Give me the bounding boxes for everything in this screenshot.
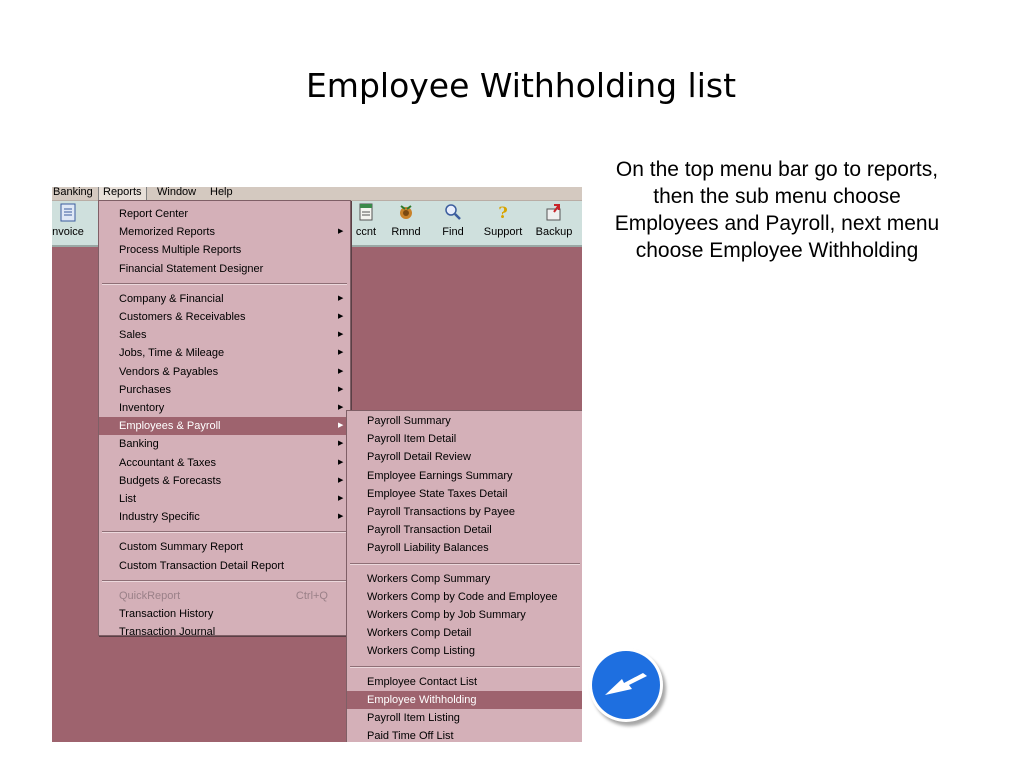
payroll-menu-item-payroll-item-detail[interactable] xyxy=(347,430,582,448)
reports-menu-item-report-center[interactable] xyxy=(99,205,350,223)
menu-item-label: Custom Transaction Detail Report xyxy=(119,559,285,572)
payroll-menu-item-workers-comp-summary[interactable] xyxy=(347,570,582,588)
reports-menu-item-transaction-journal[interactable] xyxy=(99,623,350,641)
menu-separator xyxy=(102,283,347,285)
reports-menu-item-financial-statement-designer[interactable] xyxy=(99,260,350,278)
payroll-menu-item-workers-comp-by-job-summary[interactable] xyxy=(347,606,582,624)
menu-item-label: Sales xyxy=(119,329,147,342)
menu-item-label: Payroll Transactions by Payee xyxy=(367,506,515,518)
menu-item-label: Workers Comp Detail xyxy=(367,627,472,640)
find-icon xyxy=(436,203,470,223)
submenu-arrow-icon: ▶ xyxy=(338,313,344,320)
menu-item-label: Banking xyxy=(119,438,159,451)
payroll-menu-item-workers-comp-listing[interactable] xyxy=(347,642,582,660)
payroll-menu-item-payroll-item-listing[interactable] xyxy=(347,709,582,727)
menu-item-label: Budgets & Forecasts xyxy=(119,474,222,487)
toolbar-find-label: Find xyxy=(442,226,464,238)
reports-menu xyxy=(98,200,351,639)
payroll-menu-item-payroll-detail-review[interactable] xyxy=(347,448,582,466)
toolbar-account-label: ccnt xyxy=(355,226,377,238)
menu-item-label: Purchases xyxy=(119,383,171,396)
submenu-arrow-icon: ▶ xyxy=(338,385,344,393)
menu-item-label: Employee Contact List xyxy=(367,675,478,688)
account-icon xyxy=(349,203,383,223)
reports-menu-item-custom-transaction-detail-report[interactable] xyxy=(99,557,350,575)
toolbar-invoice-button[interactable] xyxy=(52,203,88,239)
submenu-arrow-icon: ▶ xyxy=(338,495,344,502)
menu-item-label: Workers Comp by Code and Employee xyxy=(367,590,558,603)
menu-item-label: Employee Withholding xyxy=(367,693,477,706)
payroll-menu-item-workers-comp-by-code-and-employee[interactable] xyxy=(347,588,582,606)
reports-menu-item-quickreport xyxy=(99,587,350,605)
payroll-menu-item-employee-contact-list[interactable] xyxy=(347,673,582,691)
menu-item-label: Workers Comp Summary xyxy=(367,572,491,585)
toolbar-support-button[interactable] xyxy=(480,203,526,239)
reports-menu-item-industry-specific[interactable] xyxy=(99,508,350,526)
reminder-icon xyxy=(386,203,426,223)
payroll-menu-item-employee-state-taxes-detail[interactable] xyxy=(347,485,582,503)
menu-item-label: Payroll Transaction Detail xyxy=(367,524,492,537)
payroll-menu-item-paid-time-off-list[interactable] xyxy=(347,727,582,742)
menu-separator xyxy=(350,666,580,668)
instruction-text: On the top menu bar go to reports, then the sub menu choose Employees and Payroll, next menu choose Employee Withholding xyxy=(614,158,940,262)
reports-menu-item-sales[interactable] xyxy=(99,326,350,344)
reports-menu-item-budgets-and-forecasts[interactable] xyxy=(99,472,350,490)
menu-item-label: Vendors & Payables xyxy=(119,365,219,378)
submenu-arrow-icon: ▶ xyxy=(338,404,344,411)
toolbar-reminders-label: Rmnd xyxy=(391,226,421,238)
slide-title: Employee Withholding list xyxy=(305,66,737,105)
back-arrow-icon xyxy=(589,648,663,722)
menu-item-label: Payroll Summary xyxy=(367,415,451,427)
submenu-arrow-icon: ▶ xyxy=(338,458,344,466)
menu-item-label: Payroll Liability Balances xyxy=(367,542,489,555)
payroll-menu-item-payroll-transaction-detail[interactable] xyxy=(347,521,582,539)
toolbar-backup-button[interactable] xyxy=(532,203,576,239)
menu-item-label: Payroll Item Listing xyxy=(367,712,460,724)
menu-item-label: Report Center xyxy=(119,208,189,220)
reports-menu-item-inventory[interactable] xyxy=(99,399,350,417)
reports-menu-item-purchases[interactable] xyxy=(99,381,350,399)
reports-menu-item-accountant-and-taxes[interactable] xyxy=(99,454,350,472)
menu-item-label: Jobs, Time & Mileage xyxy=(119,347,225,360)
menu-item-label: Payroll Detail Review xyxy=(367,451,471,464)
reports-menu-item-banking[interactable] xyxy=(99,435,350,453)
menu-bar xyxy=(52,187,582,201)
menu-item-label: Company & Financial xyxy=(119,292,224,305)
payroll-menu-item-workers-comp-detail[interactable] xyxy=(347,624,582,642)
payroll-submenu xyxy=(346,410,582,742)
submenu-arrow-icon: ▶ xyxy=(338,228,344,236)
reports-menu-item-custom-summary-report[interactable] xyxy=(99,538,350,556)
menu-separator xyxy=(350,563,580,565)
menu-item-label: Payroll Item Detail xyxy=(367,433,457,446)
reports-menu-item-transaction-history[interactable] xyxy=(99,605,350,623)
submenu-arrow-icon: ▶ xyxy=(338,331,344,339)
reports-menu-item-customers-and-receivables[interactable] xyxy=(99,308,350,326)
menu-item-label: List xyxy=(119,493,137,505)
submenu-arrow-icon: ▶ xyxy=(338,294,344,302)
menu-separator xyxy=(102,531,347,533)
menu-item-label: Employee Earnings Summary xyxy=(367,469,513,482)
menu-reports[interactable]: Reports xyxy=(98,187,147,201)
menu-item-label: Industry Specific xyxy=(119,511,200,524)
submenu-arrow-icon: ▶ xyxy=(338,349,344,357)
menu-window[interactable]: Window xyxy=(157,187,197,198)
reports-menu-item-memorized-reports[interactable] xyxy=(99,223,350,241)
toolbar-account-button[interactable] xyxy=(349,203,383,239)
payroll-menu-item-payroll-liability-balances[interactable] xyxy=(347,539,582,557)
menu-item-label: Memorized Reports xyxy=(119,226,215,239)
toolbar-backup-label: Backup xyxy=(535,226,573,238)
menu-item-label: Accountant & Taxes xyxy=(119,456,217,469)
reports-menu-item-employees-and-payroll[interactable] xyxy=(99,417,350,435)
menu-item-label: Financial Statement Designer xyxy=(119,262,264,275)
toolbar-reminders-button[interactable] xyxy=(386,203,426,239)
toolbar-support-label: Support xyxy=(483,226,523,238)
menu-separator xyxy=(102,580,347,582)
back-navigation-button[interactable] xyxy=(589,648,663,722)
reports-menu-item-company-and-financial[interactable] xyxy=(99,290,350,308)
payroll-menu-item-employee-earnings-summary[interactable] xyxy=(347,467,582,485)
menu-item-label: Workers Comp Listing xyxy=(367,645,475,658)
submenu-arrow-icon: ▶ xyxy=(338,367,344,375)
menu-item-shortcut: Ctrl+Q xyxy=(295,589,328,602)
menu-item-label: Paid Time Off List xyxy=(367,730,454,742)
submenu-arrow-icon: ▶ xyxy=(338,513,344,521)
reports-menu-item-list[interactable] xyxy=(99,490,350,508)
invoice-icon xyxy=(52,203,88,223)
toolbar-invoice-label: nvoice xyxy=(52,226,84,238)
reports-menu-item-jobs-time-and-mileage[interactable] xyxy=(99,344,350,362)
support-icon: ? xyxy=(498,203,508,222)
menu-item-label: QuickReport xyxy=(119,589,181,602)
menu-item-label: Custom Summary Report xyxy=(119,541,244,554)
menu-item-label: Transaction History xyxy=(119,608,214,620)
menu-item-label: Employees & Payroll xyxy=(119,420,221,433)
toolbar-find-button[interactable] xyxy=(436,203,470,239)
payroll-menu-item-payroll-transactions-by-payee[interactable] xyxy=(347,503,582,521)
backup-icon xyxy=(532,203,576,223)
menu-help[interactable]: Help xyxy=(210,187,233,198)
menu-item-label: Process Multiple Reports xyxy=(119,244,242,257)
menu-banking[interactable]: Banking xyxy=(53,187,93,198)
payroll-menu-item-employee-withholding[interactable] xyxy=(347,691,582,709)
app-screenshot xyxy=(52,187,582,742)
reports-menu-item-process-multiple-reports[interactable] xyxy=(99,241,350,259)
menu-item-label: Employee State Taxes Detail xyxy=(367,487,508,500)
payroll-menu-item-payroll-summary[interactable] xyxy=(347,412,582,430)
submenu-arrow-icon: ▶ xyxy=(338,440,344,448)
submenu-arrow-icon: ▶ xyxy=(338,476,344,484)
menu-item-label: Transaction Journal xyxy=(119,626,216,639)
menu-item-label: Workers Comp by Job Summary xyxy=(367,609,526,621)
reports-menu-item-vendors-and-payables[interactable] xyxy=(99,363,350,381)
menu-item-label: Customers & Receivables xyxy=(119,311,246,323)
submenu-arrow-icon: ▶ xyxy=(338,422,344,430)
menu-item-label: Inventory xyxy=(119,402,165,414)
